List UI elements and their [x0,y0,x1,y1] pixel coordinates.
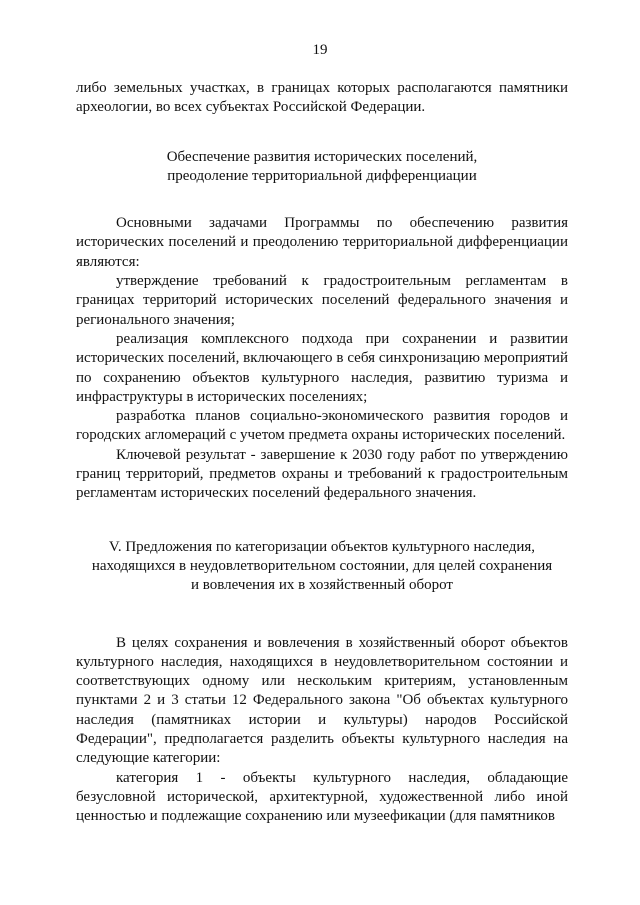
page-number: 19 [312,42,328,58]
document-body [76,79,568,827]
paragraph-task-2: реализация комплексного подхода при сохранении и развитии исторических поселений, включающего в себя синхронизацию мероприятий по сохранению объектов культурного наследия, развитию туризма и инфраструктуры в исторических поселениях; [76,330,568,405]
heading-line: V. Предложения по категоризации объектов культурного наследия, [108,538,536,555]
paragraph-key-result: Ключевой результат - завершение к 2030 году работ по утверждению границ территорий, предметов охраны и требований к градостроительным регламентам исторических поселений федерального значения. [76,446,568,502]
heading-line: преодоление территориальной дифференциации [167,167,477,184]
paragraph-tasks-intro: Основными задачами Программы по обеспечению развития исторических поселений и преодолению территориальной дифференциации являются: [76,215,568,270]
paragraph-task-1: утверждение требований к градостроительным регламентам в границах территорий исторических поселений федерального значения и регионального значения; [76,273,568,328]
paragraph-continuation: либо земельных участках, в границах которых располагаются памятники археологии, во всех субъектах Российской Федерации. [76,80,568,116]
heading-line: находящихся в неудовлетворительном состоянии, для целей сохранения [91,557,553,574]
heading-line: Обеспечение развития исторических поселений, [166,148,478,165]
section-heading-historical-settlements [76,148,568,187]
paragraph-categories-intro: В целях сохранения и вовлечения в хозяйственный оборот объектов культурного наследия, находящихся в неудовлетворительном состоянии и соответствующих одному или нескольким критериям, установленным пунктами 2 и 3 статьи 12 Федерального закона "Об объектах культурного наследия (памятниках истории и культуры) народов Российской Федерации", предполагается разделить объекты культурного наследия на следующие категории: [76,634,568,767]
paragraph-task-3: разработка планов социально-экономического развития городов и городских агломераций с учетом предмета охраны исторических поселений. [76,408,568,444]
section-heading-categorization [76,538,568,596]
heading-line: и вовлечения их в хозяйственный оборот [191,577,453,594]
paragraph-category-1: категория 1 - объекты культурного наследия, обладающие безусловной исторической, архитектурной, художественной либо иной ценностью и подлежащие сохранению или музеефикации (для памятников [76,769,568,825]
